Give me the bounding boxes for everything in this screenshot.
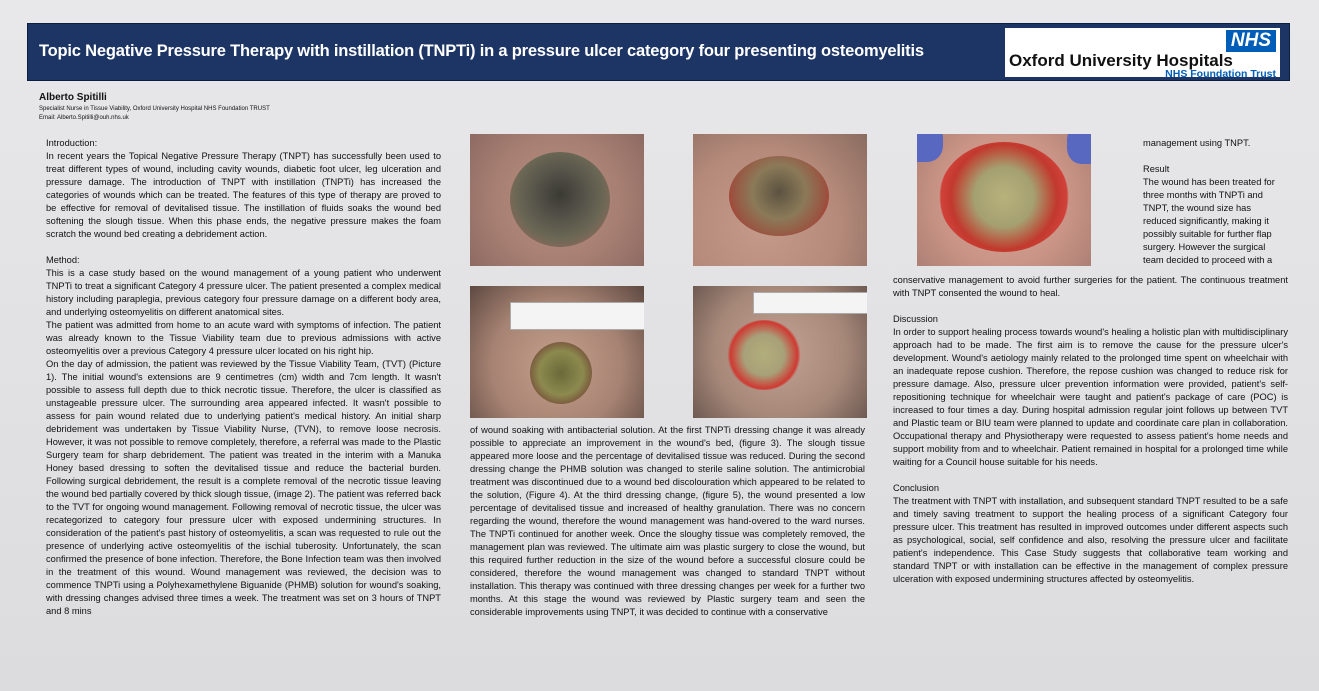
wound-photo-3 <box>917 134 1091 266</box>
organisation-name: Oxford University Hospitals <box>1009 51 1233 70</box>
method-paragraph-2: The patient was admitted from home to an acute ward with symptoms of infection. The patient was already known to the Tissue Viability team due to previous admissions with active osteomyelitis over a previous Category 4 pressure ulcer located on his right hip. <box>46 320 441 356</box>
result-text: The wound has been treated for three months with TNPTi and TNPT, the wound size has reduced significantly, making it possibly suitable for further flap surgery. However the surgical team decided to proceed with a <box>1143 177 1275 265</box>
result-heading: Result <box>1143 164 1170 174</box>
column-2 <box>470 424 865 619</box>
result-continued: conservative management to avoid further surgeries for the patient. The continuous treatment with TNPT consented the wound to heal. <box>893 275 1288 298</box>
method-paragraph-3: On the day of admission, the patient was reviewed by the Tissue Viability Team, (TVT) (Picture 1). The initial wound's extensions are 9 centimetres (cm) width and 7cm length. It wasn't possible to assess full depth due to thick necrotic tissue. Therefore, the ulcer is classified as unstageable pressure ulcer. The surrounding area appeared infected. It wasn't possible to assess for pain wound related due to underlying patient's medical history. An initial sharp debridement was undertaken by Tissue Viability Nurse, (TVN), to remove loose necrosis. However, it was not possible to remove completely, therefore, a referral was made to the Plastic Surgery team for sharp debridement. The patient was treated in the interim with a Manuka Honey based dressing to soften the devitalised tissue and reduce the bacterial burden. Following surgical debridement, the result is a complete removal of the necrotic tissue leaving the wound bed partially covered by thick slough tissue, (image 2). The patient was referred back to the TVT for ongoing wound management. Following removal of necrotic tissue, the ulcer was recategorized to category four pressure ulcer with exposed undermining structures. In consideration of the patient's past history of osteomyelitis, a scan was requested to rule out the presence of underlying active osteomyelitis of the ischial tuberosity. Unfortunately, the scan confirmed the presence of bone infection. Therefore, the Bone Infection team was then involved in the treatment of this wound. Wound management was reviewed, the decision was to commence TNPTi using a Polyhexamethylene Biguanide (PHMB) solution for wound's soaking, with dressing changes advised three times a week. The treatment was set on 3 hours of TNPT and 8 mins <box>46 359 441 616</box>
wound-photo-2 <box>693 134 867 266</box>
discussion-heading: Discussion <box>893 314 938 324</box>
title-bar <box>27 23 1290 81</box>
column-3-top-text: management using TNPT. <box>1143 138 1251 148</box>
result-block <box>1143 137 1283 267</box>
wound-photo-5 <box>693 286 867 418</box>
column-1 <box>46 137 441 618</box>
author-role: Specialist Nurse in Tissue Viability, Oxford University Hospital NHS Foundation TRUST <box>39 106 270 112</box>
author-email: Email: Alberto.Spitilli@ouh.nhs.uk <box>39 115 129 121</box>
intro-heading: Introduction: <box>46 138 98 148</box>
poster-title: Topic Negative Pressure Therapy with instillation (TNPTi) in a pressure ulcer category four presenting osteomyelitis <box>39 42 924 60</box>
column-3 <box>893 274 1288 586</box>
column-2-text: of wound soaking with antibacterial solution. At the first TNPTi dressing change it was already possible to appreciate an improvement in the wound's bed, (figure 3). The slough tissue appeared more loose and the percentage of devitalised tissue was reduced. During the second dressing change the PHMB solution was changed to sterile saline solution. The antimicrobial treatment was discontinued due to a wound bed discolouration which appeared to be related to the solution, (Figure 4). At the third dressing change, (figure 5), the wound presented a low percentage of devitalised tissue and increased of healthy granulation. There was no concern regarding the wound, therefore the wound management was hand-overed to the ward nurses. The TNPTi continued for another week. Once the sloughy tissue was completely removed, the management plan was reviewed. The ultimate aim was plastic surgery to close the wound, but this required further reduction in the size of the wound before a successful closure could be considered, therefore the wound management was changed to standard TNPT without installation. This therapy was continued with three dressing changes per week for a further two months. At this stage the wound was reviewed by Plastic surgery team and seen the considerable improvements using TNPT, it was decided to continue with a conservative <box>470 425 865 617</box>
method-paragraph-1: This is a case study based on the wound management of a young patient who underwent TNPTi to treat a significant Category 4 pressure ulcer. The patient presented a complex medical history including paraplegia, previous category four pressure damage on a different body area, and underlying osteomyelitis on different anatomical sites. <box>46 268 441 317</box>
wound-photo-4 <box>470 286 644 418</box>
method-heading: Method: <box>46 255 80 265</box>
author-name: Alberto Spitilli <box>39 92 107 103</box>
discussion-text: In order to support healing process towards wound's healing a holistic plan with multidisciplinary approach had to be made. The first aim is to remove the cause for the pressure ulcer's development. Wound's aetiology mainly related to the prolonged time spent on wheelchair with an inadequate repose cushion. Therefore, the repose cushion was changed to reduce risk for pressure damage. Also, pressure ulcer prevention information were provided, patient's self-repositioning technique for wheelchair were taught and patient's package of care (POC) is increased to four times a day. During hospital admission regular joint follows up between TVT and Plastic team or BIU team were planned to update and coordinate care plan in collaboration. Occupational therapy and Physiotherapy were requested to assess patient's home needs and support mobility from and to wheelchair. Patient remained in hospital for a prolonged time while waiting for a Council house suitable for his needs. <box>893 327 1288 467</box>
wound-photo-1 <box>470 134 644 266</box>
nhs-logo <box>1005 28 1280 80</box>
conclusion-text: The treatment with TNPT with installation, and subsequent standard TNPT resulted to be a safe and timely saving treatment to support the healing process of a significant Category four pressure ulcer. This treatment has resulted in improved outcomes under different aspects such as psychological, social, self confidence and also, resolving the pressure ulcer and facilitate patient's independence. This Case Study suggests that collaborative team working and standard TNPT or with installation can be effective in the management of complex pressure ulceration with exposed undermining structures affected by osteomyelitis. <box>893 496 1288 584</box>
trust-name: NHS Foundation Trust <box>1165 68 1276 80</box>
conclusion-heading: Conclusion <box>893 483 939 493</box>
nhs-badge: NHS <box>1226 30 1276 52</box>
intro-text: In recent years the Topical Negative Pressure Therapy (TNPT) has successfully been used to treat different types of wound, including cavity wounds, diabetic foot ulcer, leg ulceration and pressure damage. The introduction of TNPT with instillation (TNPTi) has increased the categories of wounds which can be treated. The features of this type of therapy are proved to be effective for removal of devitalised tissue. The instillation of fluids soaks the wound bed softening the slough tissue. When this phase ends, the negative pressure makes the foam scratch the wound bed creating a debridement action. <box>46 151 441 239</box>
author-affiliation <box>39 105 270 123</box>
